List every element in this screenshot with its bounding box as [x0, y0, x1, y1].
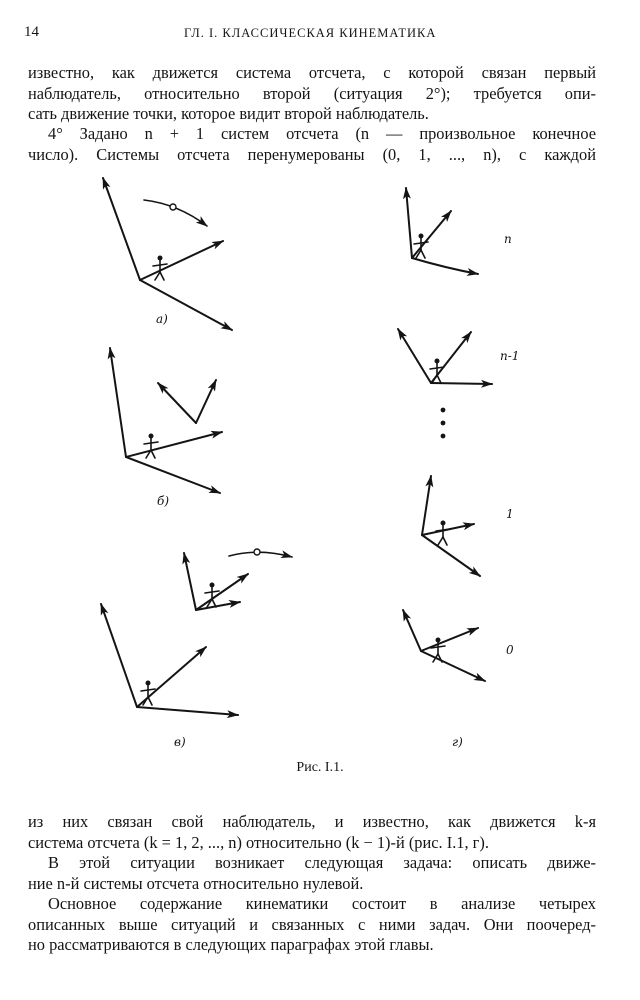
panel-b-diagram [110, 348, 222, 493]
paragraph-summary [28, 894, 596, 956]
text-line: из них связан свой наблюдатель, и известно, как движется k-я [28, 812, 596, 831]
text-line: известно, как движется система отсчета, с которой связан первый [28, 63, 596, 82]
text-line: 4° Задано n + 1 систем отсчета (n — произвольное конечное [48, 124, 596, 143]
paragraph-continuation-2 [28, 812, 596, 853]
paragraph-continuation [28, 63, 596, 125]
running-head: ГЛ. I. КЛАССИЧЕСКАЯ КИНЕМАТИКА [184, 26, 437, 40]
panel-g-frame-1 [422, 476, 480, 576]
panel-label-b: б) [157, 494, 170, 508]
text-line: ние n-й системы отсчета относительно нулевой. [28, 873, 364, 893]
frame-label-n-1: n-1 [500, 349, 520, 363]
panel-g-frame-n [406, 188, 478, 274]
text-line: сать движение точки, которое видит второй наблюдатель. [28, 104, 429, 123]
paragraph-item-4 [28, 124, 596, 165]
observer-figure [144, 434, 158, 459]
text-line: описанных выше ситуаций и связанных с ними задач. Они поочеред- [28, 914, 596, 934]
page-header [24, 24, 616, 44]
panel-a-diagram [103, 178, 232, 330]
figure-caption: Рис. I.1. [296, 760, 344, 775]
text-line: Основное содержание кинематики состоит в анализе четырех [48, 894, 596, 913]
figure-1-1 [0, 160, 640, 760]
observer-figure [436, 521, 450, 546]
text-line: число). Системы отсчета перенумерованы (0, 1, ..., n), с каждой [28, 144, 596, 164]
panel-label-a: а) [156, 312, 168, 326]
frame-label-1: 1 [506, 507, 514, 521]
panel-g-frame-n-1 [398, 329, 492, 384]
panel-label-g: г) [452, 735, 463, 749]
observer-figure [430, 359, 444, 384]
panel-g-frame-0 [403, 610, 485, 681]
text-line: В этой ситуации возникает следующая задача: описать движе- [48, 853, 596, 872]
frame-label-0: 0 [506, 643, 514, 657]
panel-label-v: в) [174, 735, 186, 749]
text-line: система отсчета (k = 1, 2, ..., n) относительно (k − 1)-й (рис. I.1, г). [28, 832, 489, 852]
ellipsis-dots [441, 408, 446, 439]
text-line: но рассматриваются в следующих параграфах этой главы. [28, 935, 434, 954]
panel-v-diagram [101, 549, 292, 715]
page-number: 14 [24, 24, 39, 40]
text-line: наблюдатель, относительно второй (ситуация 2°); требуется опи- [28, 83, 596, 103]
frame-label-n: n [504, 232, 512, 246]
paragraph-problem [28, 853, 596, 894]
